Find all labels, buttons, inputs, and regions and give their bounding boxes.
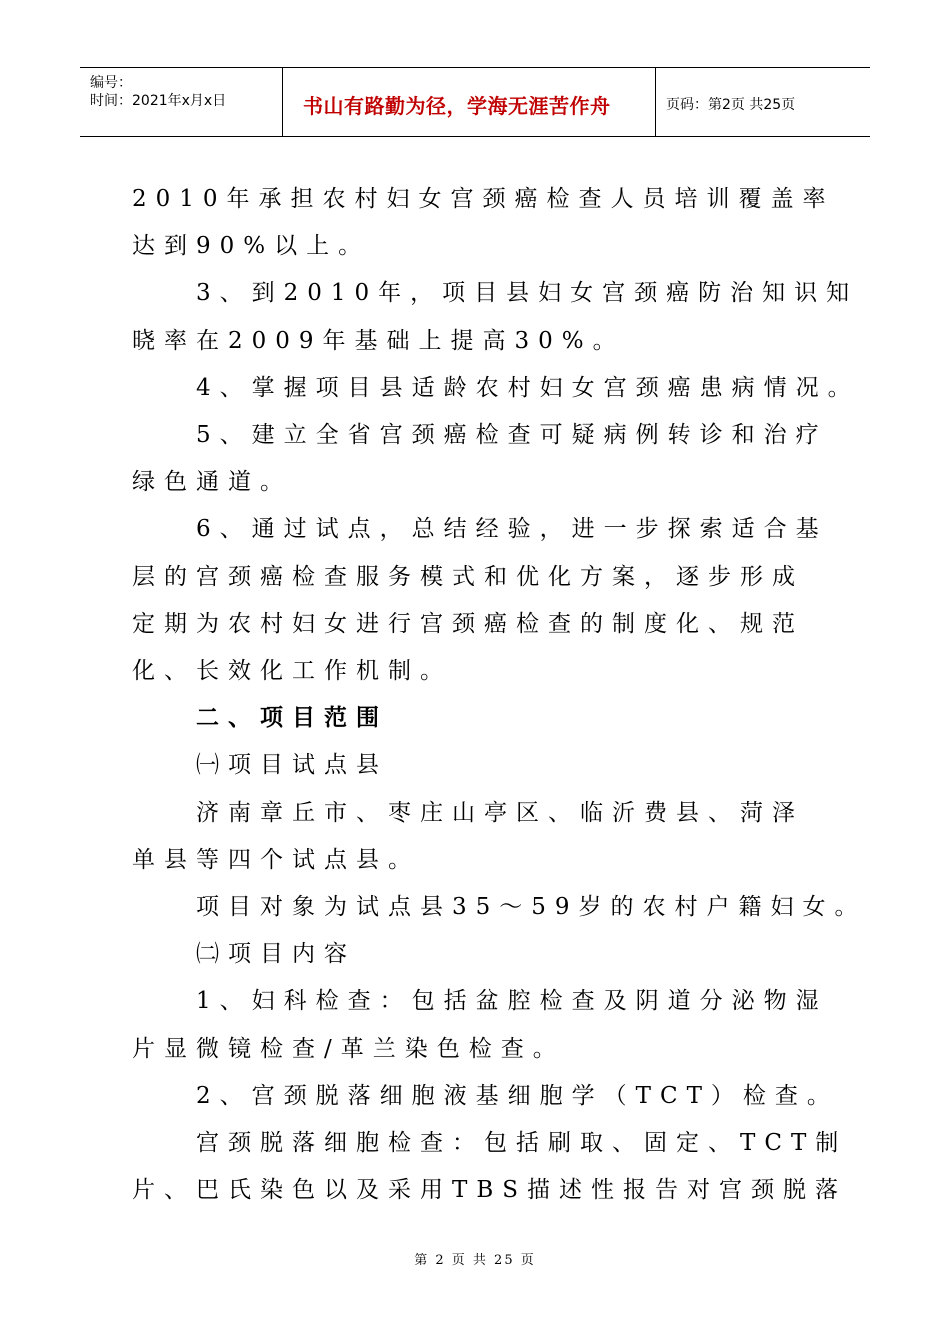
body-line: 层的宫颈癌检查服务模式和优化方案，逐步形成 bbox=[132, 563, 804, 590]
header-page-info: 页码：第2页 共25页 bbox=[666, 97, 796, 113]
body-line: 3、到2010年，项目县妇女宫颈癌防治知识知 bbox=[196, 280, 859, 307]
body-line: 项目对象为试点县35～59岁的农村户籍妇女。 bbox=[196, 894, 867, 921]
page-footer: 第 2 页 共 25 页 bbox=[414, 1253, 536, 1268]
document-date-label: 时间：2021年x月x日 bbox=[90, 93, 227, 109]
header-motto-cell bbox=[283, 68, 656, 136]
body-line: 达到90%以上。 bbox=[132, 233, 371, 260]
body-line: 2010年承担农村妇女宫颈癌检查人员培训覆盖率 bbox=[132, 186, 835, 212]
body-line: 片显微镜检查/革兰染色检查。 bbox=[132, 1035, 565, 1062]
body-line: 1、妇科检查：包括盆腔检查及阴道分泌物湿 bbox=[196, 988, 828, 1015]
body-line: 5、建立全省宫颈癌检查可疑病例转诊和治疗 bbox=[196, 422, 828, 449]
body-line: 2、宫颈脱落细胞液基细胞学（TCT）检查。 bbox=[196, 1082, 839, 1109]
page-header bbox=[80, 67, 870, 137]
document-number-label: 编号： bbox=[90, 75, 132, 91]
header-motto: 书山有路勤为径，学海无涯苦作舟 bbox=[303, 94, 611, 118]
section-heading: 二、项目范围 bbox=[196, 705, 388, 732]
body-line: 6、通过试点，总结经验，进一步探索适合基 bbox=[196, 516, 828, 543]
body-line: ㈡项目内容 bbox=[196, 941, 356, 968]
body-line: 宫颈脱落细胞检查：包括刷取、固定、TCT制 bbox=[196, 1130, 848, 1157]
body-line: 绿色通道。 bbox=[132, 469, 292, 496]
body-line: 片、巴氏染色以及采用TBS描述性报告对宫颈脱落 bbox=[132, 1177, 847, 1204]
header-meta-cell bbox=[80, 68, 283, 136]
body-line: 4、掌握项目县适龄农村妇女宫颈癌患病情况。 bbox=[196, 374, 860, 401]
document-body bbox=[132, 176, 867, 1214]
body-line: 单县等四个试点县。 bbox=[132, 846, 420, 873]
body-line: 定期为农村妇女进行宫颈癌检查的制度化、规范 bbox=[132, 610, 804, 637]
header-page-cell bbox=[656, 68, 870, 136]
body-line: ㈠项目试点县 bbox=[196, 752, 388, 779]
body-line: 济南章丘市、枣庄山亭区、临沂费县、菏泽 bbox=[196, 799, 804, 826]
body-line: 化、长效化工作机制。 bbox=[132, 658, 452, 685]
body-line: 晓率在2009年基础上提高30%。 bbox=[132, 327, 625, 354]
